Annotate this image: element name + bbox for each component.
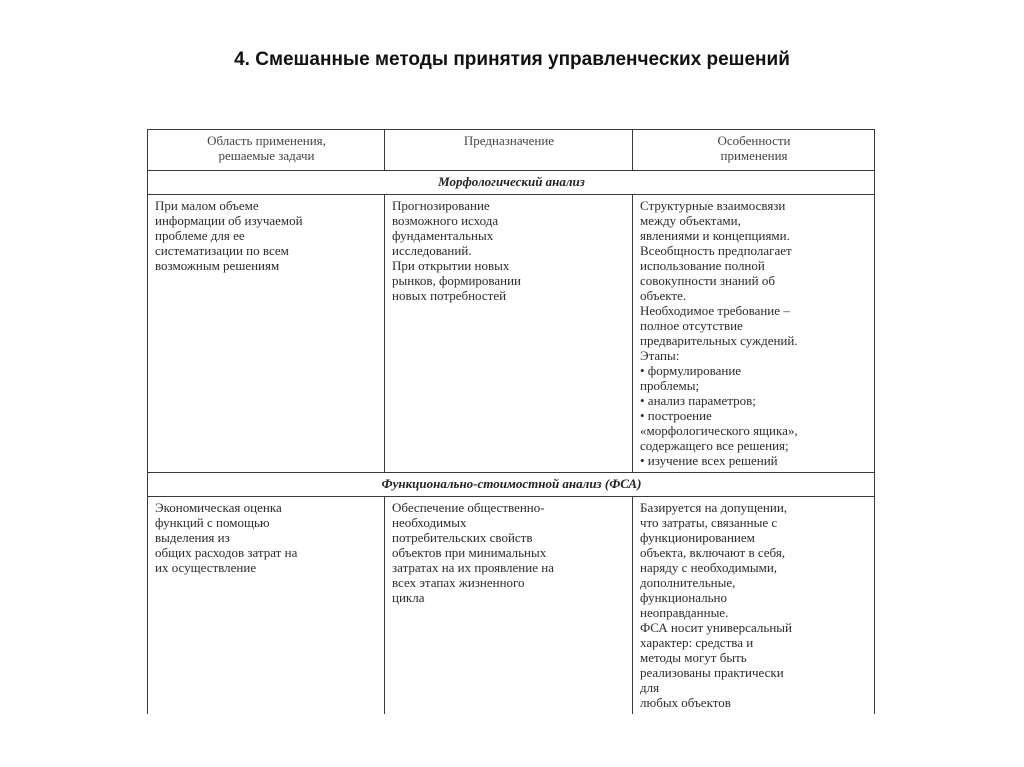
cell-text-line: объекте. xyxy=(640,288,687,303)
header-cell-purpose xyxy=(385,130,633,171)
cell-text-line: цикла xyxy=(392,590,425,605)
cell-text-line: Этапы: xyxy=(640,348,680,363)
cell-morph-features xyxy=(633,195,875,473)
slide-title: 4. Смешанные методы принятия управленческих решений xyxy=(234,49,790,70)
cell-text-line: всех этапах жизненного xyxy=(392,575,525,590)
cell-text-line: между объектами, xyxy=(640,213,741,228)
cell-fsa-features xyxy=(633,497,875,715)
methods-table xyxy=(147,129,875,714)
cell-text-line: При малом объеме xyxy=(155,198,259,213)
header-cell-scope xyxy=(148,130,385,171)
cell-text-line: ФСА носит универсальный xyxy=(640,620,792,635)
cell-text-line: методы могут быть xyxy=(640,650,747,665)
cell-text-line: дополнительные, xyxy=(640,575,736,590)
cell-text-line: • анализ параметров; xyxy=(640,393,756,408)
cell-text-line: Обеспечение общественно- xyxy=(392,500,545,515)
cell-text-line: выделения из xyxy=(155,530,230,545)
cell-text-line: новых потребностей xyxy=(392,288,507,303)
cell-text-line: для xyxy=(640,680,660,695)
cell-morph-scope xyxy=(148,195,385,473)
cell-fsa-purpose xyxy=(385,497,633,715)
cell-text-line: потребительских свойств xyxy=(392,530,533,545)
header-text: Особенности xyxy=(717,133,791,148)
header-text: Предназначение xyxy=(463,133,555,148)
cell-text-line: Прогнозирование xyxy=(392,198,490,213)
cell-text-line: использование полной xyxy=(640,258,765,273)
cell-text-line: информации об изучаемой xyxy=(155,213,303,228)
cell-text-line: функционированием xyxy=(640,530,755,545)
header-text: применения xyxy=(720,148,788,163)
cell-text-line: рынков, формировании xyxy=(392,273,522,288)
section-title-morphological: Морфологический анализ xyxy=(148,171,875,195)
cell-text-line: общих расходов затрат на xyxy=(155,545,298,560)
cell-text-line: • построение xyxy=(640,408,712,423)
header-row xyxy=(148,130,875,171)
section-row xyxy=(148,473,875,497)
cell-text-line: возможным решениям xyxy=(155,258,280,273)
header-cell-features xyxy=(633,130,875,171)
cell-text-line: проблемы; xyxy=(640,378,700,393)
cell-text-line: Базируется на допущении, xyxy=(640,500,788,515)
cell-text-line: реализованы практически xyxy=(640,665,784,680)
section-row xyxy=(148,171,875,195)
table-row xyxy=(148,195,875,473)
cell-text-line: Всеобщность предполагает xyxy=(640,243,792,258)
cell-text-line: • формулирование xyxy=(640,363,742,378)
cell-text-line: их осуществление xyxy=(155,560,257,575)
cell-text-line: функций с помощью xyxy=(155,515,270,530)
cell-text-line: Экономическая оценка xyxy=(155,500,282,515)
cell-text-line: полное отсутствие xyxy=(640,318,743,333)
cell-text-line: объекта, включают в себя, xyxy=(640,545,786,560)
cell-text-line: функционально xyxy=(640,590,728,605)
cell-text-line: При открытии новых xyxy=(392,258,510,273)
header-text: решаемые задачи xyxy=(218,148,315,163)
cell-text-line: • изучение всех решений xyxy=(640,453,778,468)
cell-text-line: неоправданные. xyxy=(640,605,729,620)
cell-text-line: содержащего все решения; xyxy=(640,438,789,453)
cell-text-line: совокупности знаний об xyxy=(640,273,775,288)
cell-text-line: Структурные взаимосвязи xyxy=(640,198,786,213)
cell-text-line: любых объектов xyxy=(640,695,731,710)
cell-text-line: необходимых xyxy=(392,515,467,530)
cell-text-line: явлениями и концепциями. xyxy=(640,228,790,243)
cell-text-line: фундаментальных xyxy=(392,228,494,243)
cell-fsa-scope xyxy=(148,497,385,715)
cell-morph-purpose xyxy=(385,195,633,473)
cell-text-line: систематизации по всем xyxy=(155,243,289,258)
cell-text-line: «морфологического ящика», xyxy=(640,423,798,438)
cell-text-line: затратах на их проявление на xyxy=(392,560,554,575)
cell-text-line: Необходимое требование – xyxy=(640,303,790,318)
cell-text-line: исследований. xyxy=(392,243,472,258)
cell-text-line: что затраты, связанные с xyxy=(640,515,778,530)
cell-text-line: наряду с необходимыми, xyxy=(640,560,778,575)
header-text: Область применения, xyxy=(207,133,326,148)
cell-text-line: возможного исхода xyxy=(392,213,499,228)
cell-text-line: объектов при минимальных xyxy=(392,545,547,560)
section-title-fsa: Функционально-стоимостной анализ (ФСА) xyxy=(148,473,875,497)
cell-text-line: характер: средства и xyxy=(640,635,754,650)
cell-text-line: проблеме для ее xyxy=(155,228,245,243)
cell-text-line: предварительных суждений. xyxy=(640,333,798,348)
table-row xyxy=(148,497,875,715)
